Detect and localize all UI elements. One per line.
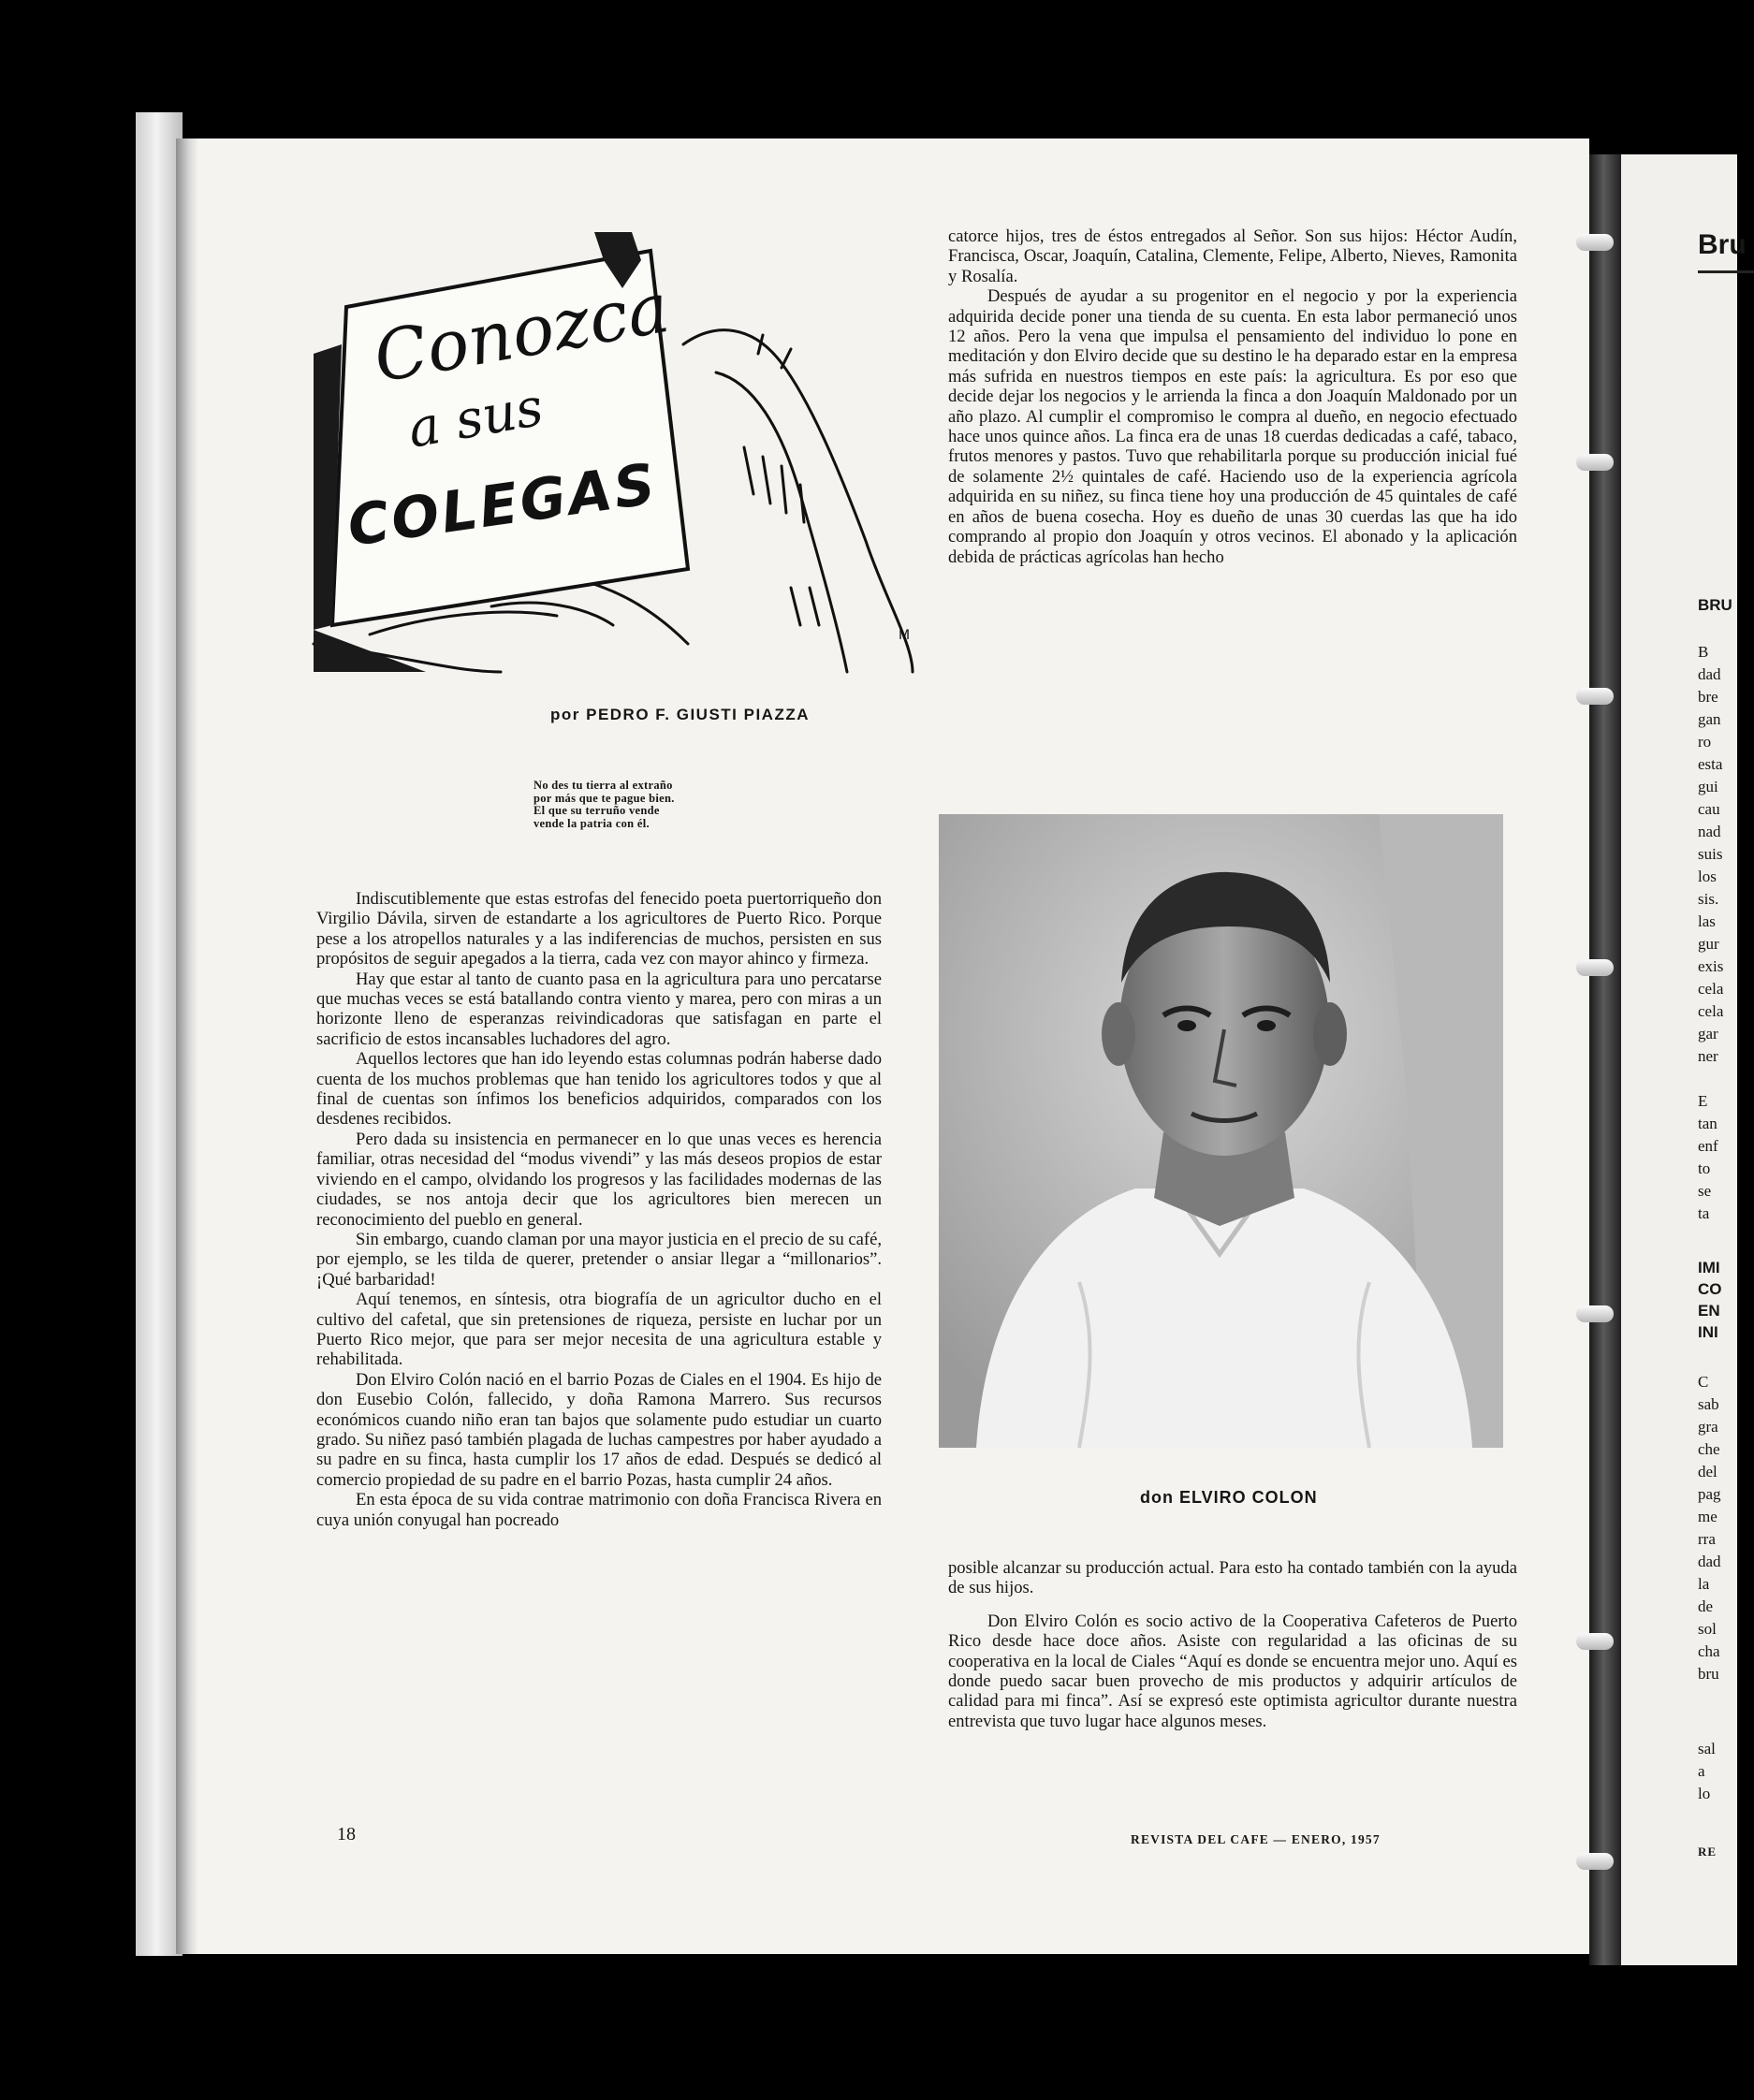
verse-line: No des tu tierra al extraño (534, 779, 673, 792)
article-column-2-top (948, 226, 1517, 567)
text-fragment: se (1698, 1182, 1712, 1200)
text-fragment: las (1698, 912, 1716, 930)
verse-line: por más que te pague bien. (534, 791, 675, 805)
binder-ring (1576, 234, 1614, 251)
art-title-line1: Conozca (368, 267, 676, 399)
binder-ring (1576, 1633, 1614, 1650)
text-fragment: E (1698, 1092, 1708, 1110)
running-footer: REVISTA DEL CAFE — ENERO, 1957 (1131, 1832, 1381, 1846)
text-fragment: dad (1698, 1553, 1721, 1570)
paragraph: En esta época de su vida contrae matrimonio con doña Francisca Rivera en cuya unión conyugal han pocreado (316, 1490, 882, 1530)
text-fragment: sis. (1698, 890, 1719, 908)
art-title-line3: COLEGAS (343, 451, 659, 560)
byline: por PEDRO F. GIUSTI PIAZZA (550, 706, 811, 723)
paragraph: Indiscutiblemente que estas estrofas del fenecido poeta puertorriqueño don Virgilio Dávila, sirven de estandarte a los agricultores de Puerto Rico. Porque pese a los atropellos naturales y a las indiferencias de muchos, persisten en sus propósitos de seguir apegados a la tierra, cada vez con mayor ahinco y firmeza. (316, 889, 882, 970)
paragraph: Don Elviro Colón nació en el barrio Pozas de Ciales en el 1904. Es hijo de don Eusebio Colón, fallecido, y doña Ramona Marrero. Sus recursos económicos cuando niño eran tan bajos que solamente pudo estudiar un cuarto grado. Su niñez pasó también plagada de luchas campestres por haber ayudado a su padre en su finca, hasta cumplir los 17 años de edad. Después se dedicó al comercio propiedad de su padre en el barrio Pozas, hasta cumplir 24 años. (316, 1369, 882, 1490)
paragraph: Sin embargo, cuando claman por una mayor justicia en el precio de su café, por ejemplo, se les tilda de querer, pretender o ansiar llegar a “millonarios”. ¡Qué barbaridad! (316, 1229, 882, 1290)
text-fragment: esta (1698, 755, 1723, 773)
text-fragment: exis (1698, 957, 1724, 975)
text-fragment: dad (1698, 665, 1721, 683)
text-fragment: sol (1698, 1620, 1717, 1638)
adjacent-page (1621, 154, 1747, 1965)
text-fragment: C (1698, 1373, 1709, 1391)
binder-spine (1589, 154, 1621, 1965)
text-fragment: gur (1698, 935, 1719, 953)
binder-ring (1576, 1853, 1614, 1870)
text-fragment: enf (1698, 1137, 1718, 1155)
text-fragment: cela (1698, 1002, 1724, 1020)
text-fragment: sal (1698, 1740, 1716, 1757)
adjacent-footer: RE (1698, 1845, 1717, 1859)
text-fragment: bru (1698, 1665, 1719, 1683)
text-fragment: de (1698, 1597, 1714, 1615)
adjacent-subhead: IMI (1698, 1259, 1720, 1276)
text-fragment: los (1698, 868, 1717, 885)
text-fragment: cau (1698, 800, 1720, 818)
art-signature: M (899, 628, 911, 643)
text-fragment: gan (1698, 710, 1721, 728)
text-fragment: ner (1698, 1047, 1718, 1065)
text-fragment: to (1698, 1159, 1711, 1177)
paragraph: catorce hijos, tres de éstos entregados al Señor. Son sus hijos: Héctor Audín, Francisca, Oscar, Joaquín, Catalina, Clemente, Felipe, Alberto, Nieves, Ramonita y Rosalía. (948, 226, 1517, 286)
paragraph: Hay que estar al tanto de cuanto pasa en la agricultura para uno percatarse que muchas veces se está batallando contra viento y marea, pero con miras a un horizonte lleno de esperanzas reivindicadoras que satisfagan en parte el sacrificio de estos incansables luchadores del agro. (316, 969, 882, 1049)
text-fragment: la (1698, 1575, 1710, 1593)
paragraph: Aquí tenemos, en síntesis, otra biografía de un agricultor ducho en el cultivo del cafetal, que sin pretensiones de riqueza, persiste en luchar por un Puerto Rico mejor, que para ser mejor necesita de una agricultura estable y rehabilitada. (316, 1290, 882, 1370)
text-fragment: ta (1698, 1204, 1710, 1222)
verse-line: El que su terruño vende (534, 804, 660, 817)
text-fragment: B (1698, 643, 1709, 661)
binder-ring (1576, 1305, 1614, 1322)
text-fragment: gui (1698, 778, 1718, 795)
text-fragment: rra (1698, 1530, 1716, 1548)
text-fragment: a (1698, 1762, 1705, 1780)
text-fragment: bre (1698, 688, 1718, 706)
text-fragment: gar (1698, 1025, 1718, 1043)
adjacent-subhead: BRU (1698, 596, 1732, 614)
paragraph: Pero dada su insistencia en permanecer en lo que unas veces es herencia familiar, otras necesidad del “modus vivendi” y las más deseos propios de estar viviendo en el campo, olvidando los progresos y las facilidades modernas de las ciudades, se nos antoja decir que los agricultores bien merecen un reconocimiento del pueblo en general. (316, 1129, 882, 1230)
paragraph: Aquellos lectores que han ido leyendo estas columnas podrán haberse dado cuenta de los muchos problemas que han tenido los agricultores todos y que al final de cuentas son ínfimos los beneficios adquiridos, comparados con los desdenes recibidos. (316, 1049, 882, 1130)
photo-caption: don ELVIRO COLON (1140, 1488, 1318, 1507)
heading-rule (1698, 270, 1754, 273)
paragraph: posible alcanzar su producción actual. Para esto ha contado también con la ayuda de sus hijos. (948, 1558, 1517, 1598)
binder-ring (1576, 454, 1614, 471)
portrait-photo (939, 814, 1503, 1448)
text-fragment: nad (1698, 823, 1721, 840)
headline-illustration (314, 232, 913, 672)
text-fragment: del (1698, 1463, 1717, 1480)
epigraph-verse (534, 780, 675, 830)
text-fragment: me (1698, 1508, 1717, 1525)
text-fragment: che (1698, 1440, 1720, 1458)
text-fragment: pag (1698, 1485, 1721, 1503)
adjacent-subhead: EN (1698, 1302, 1720, 1320)
page-edge-shadow (176, 139, 198, 1954)
text-fragment: suis (1698, 845, 1723, 863)
paragraph: Don Elviro Colón es socio activo de la Cooperativa Cafeteros de Puerto Rico desde hace doce años. Asiste con regularidad a las oficinas de su cooperativa en la local de Ciales “Aquí es donde se encuentra mejor uno. Aquí es donde puedo sacar buen provecho de mis productos y adquirir artículos de calidad para mi finca”. Así se expresó este optimista agricultor durante nuestra entrevista que tuvo lugar hace algunos meses. (948, 1611, 1517, 1731)
adjacent-page-heading: Bru (1698, 229, 1747, 260)
text-fragment: cela (1698, 980, 1724, 998)
text-fragment: gra (1698, 1418, 1718, 1436)
text-fragment: sab (1698, 1395, 1719, 1413)
verse-line: vende la patria con él. (534, 816, 650, 830)
binder-ring (1576, 688, 1614, 705)
page-number: 18 (337, 1824, 356, 1845)
adjacent-subhead: CO (1698, 1280, 1722, 1298)
adjacent-subhead: INI (1698, 1323, 1718, 1341)
text-fragment: tan (1698, 1115, 1717, 1132)
paragraph: Después de ayudar a su progenitor en el negocio y por la experiencia adquirida decide poner una tienda de su cuenta. En esta labor permaneció unos 12 años. Pero la vena que impulsa el pensamiento del individuo lo pone en meditación y don Elviro decide que su destino le ha deparado estar en la empresa más sufrida en nuestros tiempos en este país: la agricultura. Es por eso que decide dejar los negocios y le arrienda la finca a don Joaquín Maldonado por un año plazo. Al cumplir el compromiso le compra al dueño, en negocio efectuado hace unos quince años. La finca era de unas 18 cuerdas dedicadas a café, tabaco, frutos menores y pastos. Tuvo que rehabilitarla porque su producción inicial fué de solamente 2½ quintales de café. Haciendo uso de la experiencia agrícola adquirida en su niñez, su finca tiene hoy una producción de 45 quintales de café en años de buena cosecha. Hoy es dueño de unas 30 cuerdas las que ha ido comprando al propio don Joaquín y otros vecinos. El abonado y la aplicación debida de prácticas agrícolas han hecho (948, 286, 1517, 567)
text-fragment: ro (1698, 733, 1712, 751)
text-fragment: cha (1698, 1642, 1720, 1660)
article-column-1 (316, 889, 882, 1530)
binder-ring (1576, 959, 1614, 976)
article-column-2-bottom (948, 1558, 1517, 1731)
text-fragment: lo (1698, 1785, 1711, 1802)
art-title-line2: a sus (403, 376, 548, 460)
